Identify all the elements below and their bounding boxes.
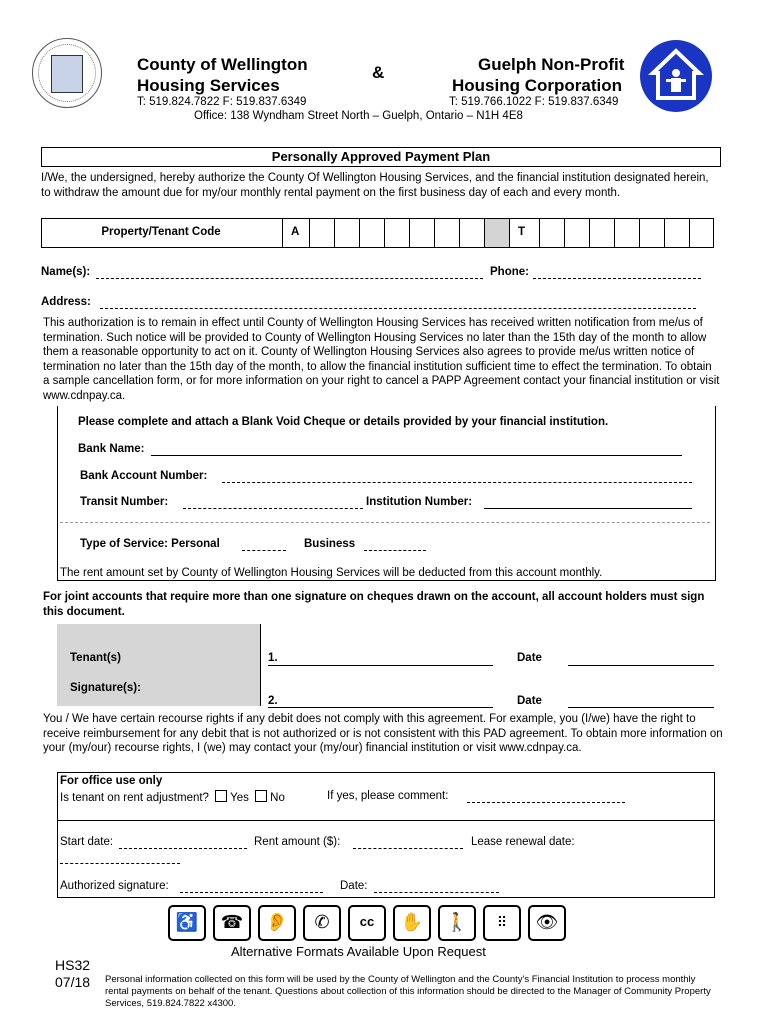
seal-crest: [51, 55, 83, 93]
left-org-name: [137, 54, 308, 96]
date-1-label: Date: [517, 652, 542, 664]
wheelchair-icon: ♿: [168, 905, 206, 941]
date-1-field[interactable]: [568, 665, 714, 666]
rent-adjustment-question: Is tenant on rent adjustment?: [60, 792, 209, 804]
rent-amount-label: Rent amount ($):: [254, 836, 341, 848]
code-cell[interactable]: [614, 219, 615, 247]
bank-divider: [60, 522, 710, 523]
rent-adjustment-row: [60, 790, 285, 804]
braille-icon: ⠿: [483, 905, 521, 941]
office-use-divider: [57, 820, 714, 821]
rent-amount-field[interactable]: [353, 848, 463, 849]
code-divider: [309, 219, 310, 247]
recourse-text: You / We have certain recourse rights if any debit does not comply with this agreement. For example, you (I/we) have the right to receive reimbursement for any debit that is not authorized or is not consistent with this PAD agreement. To obtain more information on your (my/our) recourse rights, I (we) may contact your (my/our) financial institution or visit www.cdnpay.ca.: [43, 713, 723, 754]
date-2-label: Date: [517, 695, 542, 707]
code-cell-a[interactable]: [282, 219, 349, 247]
code-cell[interactable]: [359, 219, 360, 247]
form-code: HS32: [55, 957, 91, 973]
tenants-label: Tenant(s): [70, 652, 121, 664]
service-personal-label: Type of Service: Personal: [80, 538, 220, 550]
transit-field[interactable]: [183, 508, 363, 509]
lease-renewal-field[interactable]: [60, 863, 180, 864]
signatures-label: Signature(s):: [70, 682, 141, 694]
tty-icon: ☎: [213, 905, 251, 941]
phone-field[interactable]: [533, 278, 701, 279]
code-a-label: A: [291, 226, 300, 238]
bank-heading: Please complete and attach a Blank Void Cheque or details provided by your financial institution.: [78, 416, 609, 428]
start-date-field[interactable]: [119, 848, 247, 849]
date-2-field[interactable]: [568, 707, 714, 708]
institution-label: Institution Number:: [366, 496, 473, 508]
bank-name-field[interactable]: [151, 455, 682, 456]
code-cell[interactable]: [689, 219, 690, 247]
signature-1-number: 1.: [268, 652, 278, 664]
tenant-code-label: Property/Tenant Code: [101, 226, 221, 238]
names-label: Name(s):: [41, 266, 91, 278]
office-use-heading: For office use only: [60, 775, 163, 787]
office-date-field[interactable]: [374, 892, 499, 893]
transit-label: Transit Number:: [80, 496, 169, 508]
service-business-label: Business: [304, 538, 356, 550]
authorized-signature-label: Authorized signature:: [60, 880, 169, 892]
form-title-box: [41, 147, 721, 167]
comment-field[interactable]: [467, 802, 625, 803]
start-date-label: Start date:: [60, 836, 114, 848]
code-cell[interactable]: [459, 219, 460, 247]
bank-account-label: Bank Account Number:: [80, 470, 208, 482]
volume-control-phone-icon: ✆: [303, 905, 341, 941]
privacy-notice: Personal information collected on this form will be used by the County of Wellington and the County's Financial Institution to process monthly rental payments on behalf of the tenant. Questions about collection of this information should be directed to the Manager of Community Property Services, 519.824.7822 x4300.: [105, 974, 711, 1009]
yes-checkbox[interactable]: [215, 790, 227, 802]
joint-account-note: For joint accounts that require more than one signature on cheques drawn on the account, all account holders must sign this document.: [43, 591, 705, 618]
code-cell[interactable]: [589, 219, 590, 247]
code-cell[interactable]: [409, 219, 410, 247]
code-t-label: T: [518, 226, 526, 238]
form-title: Personally Approved Payment Plan: [271, 149, 491, 164]
rent-note: The rent amount set by County of Wellington Housing Services will be deducted from this account monthly.: [60, 567, 603, 579]
service-business-field[interactable]: [364, 550, 426, 551]
right-org-line1: Guelph Non-Profit: [478, 55, 625, 74]
code-cell[interactable]: [664, 219, 665, 247]
intro-text: I/We, the undersigned, hereby authorize the County Of Wellington Housing Services, and the financial institution designated herein, to withdraw the amount due for my/our monthly rental payment on the first business day of each and every month.: [41, 172, 709, 199]
right-org-line2: Housing Corporation: [452, 76, 622, 95]
left-contact: T: 519.824.7822 F: 519.837.6349: [137, 96, 307, 108]
code-cell[interactable]: [434, 219, 435, 247]
blind-walking-icon: 🚶: [438, 905, 476, 941]
form-code-block: [55, 957, 90, 991]
right-contact: T: 519.766.1022 F: 519.837.6349: [449, 96, 619, 108]
signature-2-number: 2.: [268, 695, 278, 707]
address-label: Address:: [41, 296, 91, 308]
yes-label: Yes: [230, 792, 249, 804]
gnphc-logo: [640, 40, 712, 112]
address-field[interactable]: [100, 308, 696, 309]
county-seal: [32, 38, 102, 108]
phone-label: Phone:: [490, 266, 529, 278]
comment-label: If yes, please comment:: [327, 790, 449, 802]
office-address: Office: 138 Wyndham Street North – Guelph, Ontario – N1H 4E8: [194, 110, 523, 122]
left-org-line1: County of Wellington: [137, 55, 308, 74]
tenant-code-grid: [41, 218, 714, 248]
audio-description-icon: 👁: [528, 905, 566, 941]
names-field[interactable]: [96, 278, 483, 279]
alt-formats-text: Alternative Formats Available Upon Request: [231, 944, 486, 959]
signature-1-field[interactable]: [268, 665, 493, 666]
hearing-assist-icon: 👂: [258, 905, 296, 941]
code-cell-shaded: [484, 219, 510, 247]
institution-field[interactable]: [484, 508, 692, 509]
authorized-signature-field[interactable]: [180, 892, 323, 893]
office-date-label: Date:: [340, 880, 368, 892]
left-org-line2: Housing Services: [137, 76, 280, 95]
no-checkbox[interactable]: [255, 790, 267, 802]
code-cell[interactable]: [334, 219, 335, 247]
form-date: 07/18: [55, 974, 91, 990]
no-label: No: [270, 792, 285, 804]
right-org-name: [452, 54, 624, 96]
code-cell-t[interactable]: [509, 219, 525, 247]
signature-divider: [260, 624, 261, 706]
service-personal-field[interactable]: [242, 550, 286, 551]
bank-account-field[interactable]: [222, 482, 692, 483]
code-cell[interactable]: [539, 219, 540, 247]
code-cell[interactable]: [384, 219, 385, 247]
signature-2-field[interactable]: [268, 707, 493, 708]
ampersand: &: [372, 63, 385, 82]
code-cell[interactable]: [639, 219, 640, 247]
sign-language-icon: ✋: [393, 905, 431, 941]
closed-captions-icon: cc: [348, 905, 386, 941]
authorization-text: This authorization is to remain in effect until County of Wellington Housing Services has received written notification from me/us of termination. Such notice will be provided to County of Wellington Housing Services no later than the 15th day of the month to allow them a reasonable opportunity to act on it. County of Wellington Housing Services also agrees to provide me/us written notice of termination no later than the 15th day of the month, to allow the financial institution sufficient time to effect the termination. To obtain a sample cancellation form, or for more information on your right to cancel a PAPP Agreement contact your financial institution or visit www.cdnpay.ca.: [43, 317, 720, 402]
bank-name-label: Bank Name:: [78, 443, 145, 455]
house-icon: [640, 40, 712, 112]
lease-renewal-label: Lease renewal date:: [471, 836, 575, 848]
code-cell[interactable]: [564, 219, 565, 247]
bank-details-box: [57, 406, 716, 581]
